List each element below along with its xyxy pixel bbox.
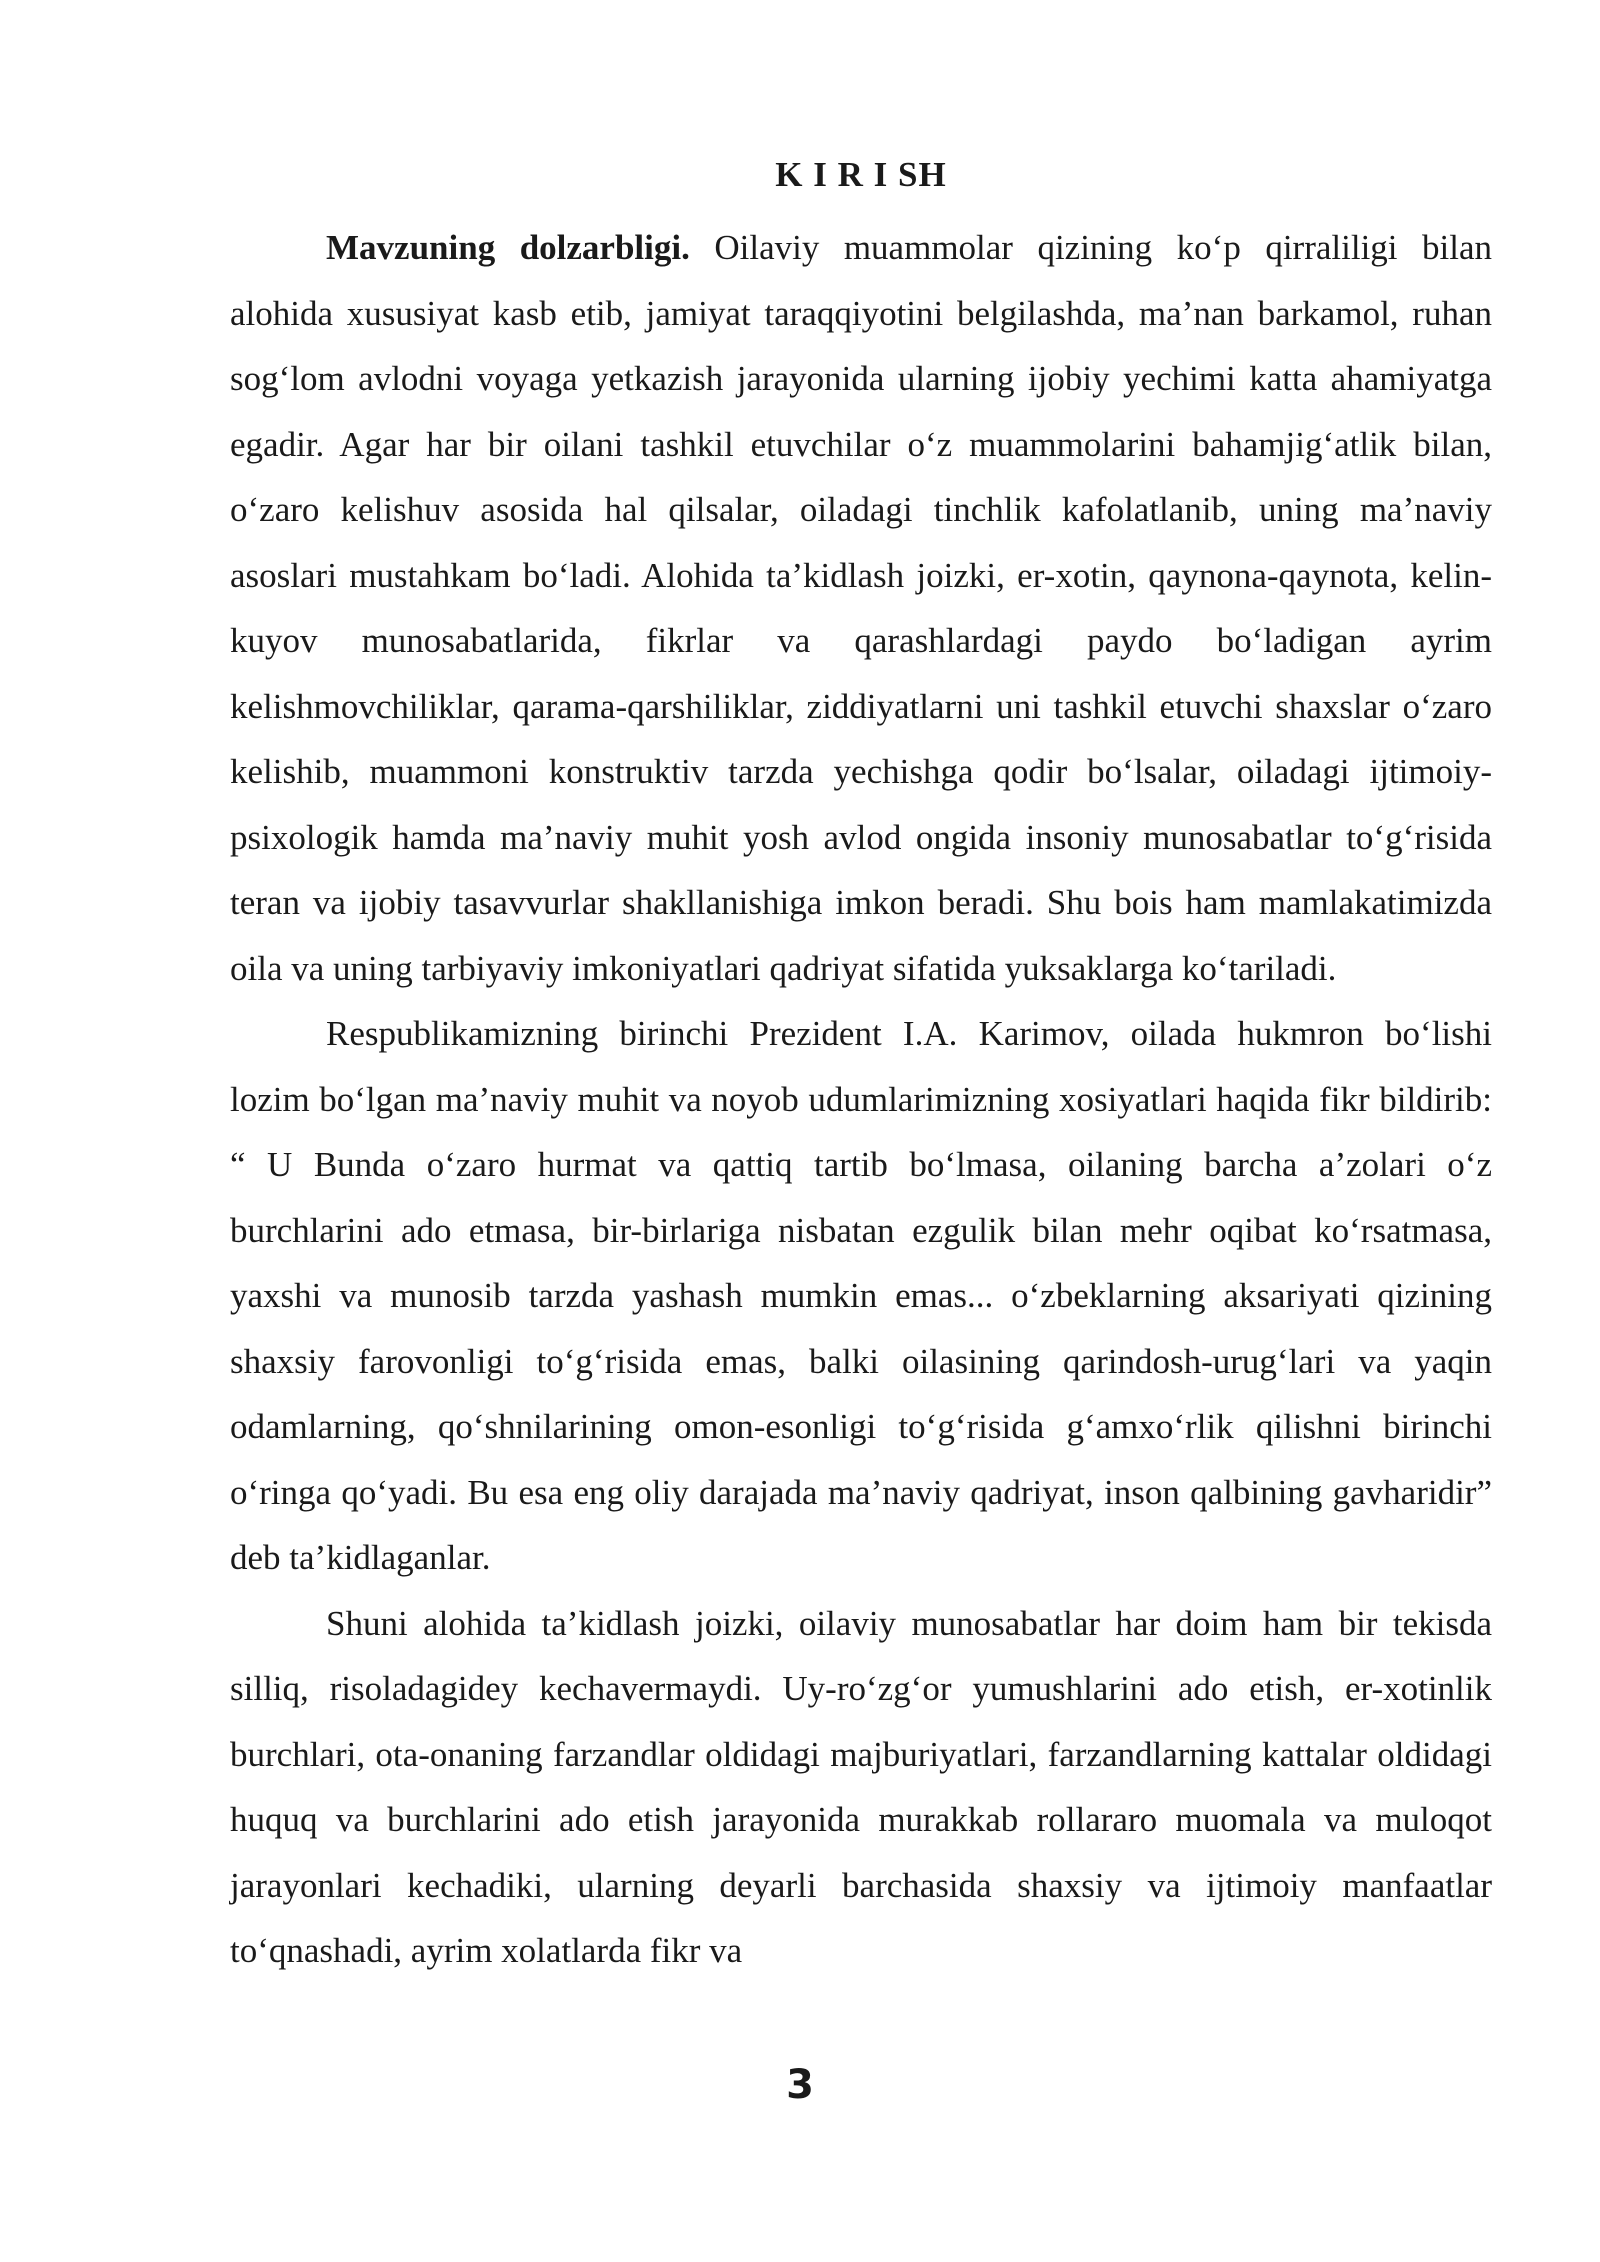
paragraph-relevance	[230, 215, 1492, 1001]
paragraph-text: Respublikamizning birinchi Prezident I.A. Karimov, oilada hukmron bo‘lishi lozim bo‘lgan ma’naviy muhit va noyob udumlarimizning xosiyatlari haqida fikr bildirib: “ U Bunda o‘zaro hurmat va qattiq tartib bo‘lmasa, oilaning barcha a’zolari o‘z burchlarini ado etmasa, bir-birlariga nisbatan ezgulik bilan mehr oqibat ko‘rsatmasa, yaxshi va munosib tarzda yashash mumkin emas... o‘zbeklarning aksariyati qizining shaxsiy farovonligi to‘g‘risida emas, balki oilasining qarindosh-urug‘lari va yaqin odamlarning, qo‘shnilarining omon-esonligi to‘g‘risida g‘amxo‘rlik qilishni birinchi o‘ringa qo‘yadi. Bu esa eng oliy darajada ma’naviy qadriyat, inson qalbining gavharidir” deb ta’kidlaganlar.	[230, 1014, 1492, 1577]
paragraph-text: Shuni alohida ta’kidlash joizki, oilaviy munosabatlar har doim ham bir tekisda silliq, risoladagidey kechavermaydi. Uy-ro‘zg‘or yumushlarini ado etish, er-xotinlik burchlari, ota-onaning farzandlar oldidagi majburiyatlari, farzandlarning kattalar oldidagi huquq va burchlarini ado etish jarayonida murakkab rollararo muomala va muloqot jarayonlari kechadiki, ularning deyarli barchasida shaxsiy va ijtimoiy manfaatlar to‘qnashadi, ayrim xolatlarda fikr va	[230, 1603, 1492, 1970]
paragraph-lead: Mavzuning dolzarbligi.	[326, 228, 690, 267]
section-heading: K I R I SH	[775, 155, 947, 194]
paragraph-text: Oilaviy muammolar qizining ko‘p qirraliligi bilan alohida xususiyat kasb etib, jamiyat taraqqiyotini belgilashda, ma’nan barkamol, ruhan sog‘lom avlodni voyaga yetkazish jarayonida ularning ijobiy yechimi katta ahamiyatga egadir. Agar har bir oilani tashkil etuvchilar o‘z muammolarini bahamjig‘atlik bilan, o‘zaro kelishuv asosida hal qilsalar, oiladagi tinchlik kafolatlanib, uning ma’naviy asoslari mustahkam bo‘ladi. Alohida ta’kidlash joizki, er-xotin, qaynona-qaynota, kelin-kuyov munosabatlarida, fikrlar va qarashlardagi paydo bo‘ladigan ayrim kelishmovchiliklar, qarama-qarshiliklar, ziddiyatlarni uni tashkil etuvchi shaxslar o‘zaro kelishib, muammoni konstruktiv tarzda yechishga qodir bo‘lsalar, oiladagi ijtimoiy-psixologik hamda ma’naviy muhit yosh avlod ongida insoniy munosabatlar to‘g‘risida teran va ijobiy tasavvurlar shakllanishiga imkon beradi. Shu bois ham mamlakatimizda oila va uning tarbiyaviy imkoniyatlari qadriyat sifatida yuksaklarga ko‘tariladi.	[230, 228, 1492, 988]
paragraph-president-quote	[230, 1001, 1492, 1591]
page-number: 3	[786, 2062, 814, 2108]
paragraph-family-relations	[230, 1591, 1492, 1984]
document-body	[230, 152, 1492, 1984]
